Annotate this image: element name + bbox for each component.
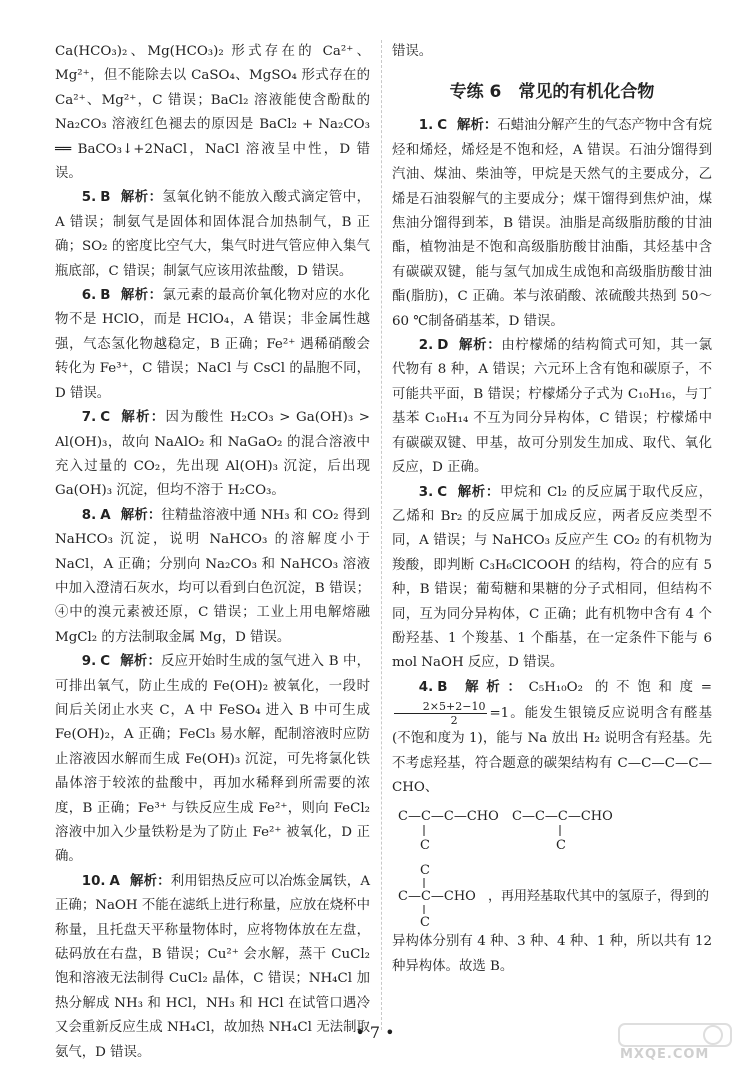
column-divider xyxy=(381,40,382,1030)
structure-c-chain: C—C—CHO xyxy=(398,889,476,905)
answer-item-1: 1. C 解析：石蜡油分解产生的气态产物中含有烷烃和烯烃，烯烃是不饱和烃，A 错误。石油分馏得到汽油、煤油、柴油等，甲烷是天然气的主要成分，乙烯是石油裂解气的主要成分；煤干馏得到焦炉油，煤焦油分馏得到苯，B 错误。油脂是高级脂肪酸的甘油酯，植物油是不饱和高级脂肪酸甘油酯，其烃基中含有碳碳双键，能与氢气加成生成饱和高级脂肪酸甘油酯(脂肪)，C 正确。苯与浓硝酸、浓硫酸共热到 50～60 ℃制备硝基苯，D 错误。 xyxy=(392,118,713,329)
watermark-text: MXQE.COM xyxy=(620,1047,710,1062)
right-column xyxy=(392,40,712,979)
unsaturation-fraction: $\frac{2\times 5+2-10}{2}$ xyxy=(394,700,487,727)
carbon-skeleton-structures xyxy=(392,802,712,930)
structure-c-tail-text: ，再用羟基取代其中的氢原子，得到的 xyxy=(488,889,710,905)
continued-text: Ca(HCO₃)₂、Mg(HCO₃)₂ 形式存在的 Ca²⁺、Mg²⁺，但不能除去以 CaSO₄、MgSO₄ 形式存在的 Ca²⁺、Mg²⁺，C 错误；BaCl₂ 溶液能使含酚酞的 Na₂CO₃ 溶液红色褪去的原因是 BaCl₂ + Na₂CO₃ ══ BaCO₃↓+2NaCl，NaCl 溶液呈中性，D 错误。 xyxy=(55,44,370,182)
answer-item-6: 6. B 解析：氯元素的最高价氧化物对应的水化物不是 HClO，而是 HClO₄，A 错误；非金属性越强，气态氢化物越稳定，B 正确；Fe²⁺ 遇稀硝酸会转化为 Fe³⁺，C 错误；NaCl 与 CsCl 的晶胞不同，D 错误。 xyxy=(55,288,371,401)
answer-item-4: 4. B 解析：C₅H₁₀O₂ 的不饱和度= $\frac{2\times 5+2-10}{2}$ =1。能发生银镜反应说明含有醛基(不饱和度为 1)，能与 Na 放出 H₂ 说明含有羟基。先不考虑羟基，符合题意的碳架结构有 C—C—C—C—CHO、 xyxy=(392,679,712,795)
answer-item-3: 3. C 解析：甲烷和 Cl₂ 的反应属于取代反应，乙烯和 Br₂ 的反应属于加成反应，两者反应类型不同，A 错误；与 NaHCO₃ 反应产生 CO₂ 的有机物为羧酸，即判断 C₃H₆ClCOOH 的结构，符合的应有 5 种，B 错误；葡萄糖和果糖的分子式相同，但结构不同，互为同分异构体，C 正确；此有机物中含有 4 个酚羟基、1 个羧基、1 个酯基，在一定条件下能与 6 mol NaOH 反应，D 错误。 xyxy=(392,484,712,671)
answer-item-2: 2. D 解析：由柠檬烯的结构简式可知，其一氯代物有 8 种，A 错误；六元环上含有饱和碳原子，不可能共平面，B 错误；柠檬烯分子式为 C₁₀H₁₆，与丁基苯 C₁₀H₁₄ 不互为同分异构体，C 错误；柠檬烯中有碳碳双键、甲基，故可分别发生加成、取代、氧化反应，D 正确。 xyxy=(392,338,713,476)
answer-item-9: 9. C 解析：反应开始时生成的氢气进入 B 中，可排出氧气，防止生成的 Fe(OH)₂ 被氧化，一段时间后关闭止水夹 C，A 中 FeSO₄ 进入 B 中可生成 Fe(OH)₂，A 正确；FeCl₃ 易水解，配制溶液时应防止溶液因水解而生成 Fe(OH)₃ 沉淀，可先将氯化铁晶体溶于较浓的盐酸中，再加水稀释到所需要的浓度，B 正确；Fe³⁺ 与铁反应生成 Fe²⁺，则向 FeCl₂ 溶液中加入少量铁粉是为了防止 Fe²⁺ 被氧化，D 正确。 xyxy=(55,654,371,865)
answer-item-4-end: 异构体分别有 4 种、3 种、4 种、1 种，所以共有 12 种异构体。故选 B。 xyxy=(392,934,712,974)
structure-c-bottom: C xyxy=(420,915,430,931)
structure-c-top: C xyxy=(420,863,430,879)
structure-a-chain: C—C—C—CHO xyxy=(398,809,499,825)
structure-b-branch: C xyxy=(556,838,566,854)
structure-a-branch: C xyxy=(420,838,430,854)
structure-b-chain: C—C—C—CHO xyxy=(512,809,613,825)
continued-text: 错误。 xyxy=(392,44,433,59)
page-number: • 7 • xyxy=(355,1023,395,1042)
answer-item-5: 5. B 解析：氢氧化钠不能放入酸式滴定管中，A 错误；制氨气是固体和固体混合加热制气，B 正确；SO₂ 的密度比空气大，集气时进气管应伸入集气瓶底部，C 错误；制氯气应该用浓盐酸，D 错误。 xyxy=(55,190,371,279)
answer-item-10: 10. A 解析：利用铝热反应可以冶炼金属铁，A 正确；NaOH 不能在滤纸上进行称量，应放在烧杯中称量，且托盘天平称量物体时，应将物体放在左盘，砝码放在右盘，B 错误；Cu²⁺ 会水解，蒸干 CuCl₂ 饱和溶液无法制得 CuCl₂ 晶体，C 错误；NH₄Cl 加热分解成 NH₃ 和 HCl，NH₃ 和 HCl 在试管口遇冷又会重新反应生成 NH₄Cl，故加热 NH₄Cl 无法制取氨气，D 错误。 xyxy=(55,873,371,1060)
section-title: 专练 6 常见的有机化合物 xyxy=(449,82,655,103)
answer-item-8: 8. A 解析：往精盐溶液中通 NH₃ 和 CO₂ 得到 NaHCO₃ 沉淀，说明 NaHCO₃ 的溶解度小于 NaCl，A 正确；分别向 Na₂CO₃ 和 NaHCO₃ 溶液中加入澄清石灰水，均可以看到白色沉淀，B 错误；④中的溴元素被还原，C 错误；工业上用电解熔融 MgCl₂ 的方法制取金属 Mg，D 错误。 xyxy=(55,507,370,645)
left-column xyxy=(55,40,370,1065)
answer-item-7: 7. C 解析：因为酸性 H₂CO₃ > Ga(OH)₃ > Al(OH)₃，故向 NaAlO₂ 和 NaGaO₂ 的混合溶液中充入过量的 CO₂，先出现 Al(OH)₃ 沉淀，后出现 Ga(OH)₃ 沉淀，但均不溶于 H₂CO₃。 xyxy=(55,410,370,499)
